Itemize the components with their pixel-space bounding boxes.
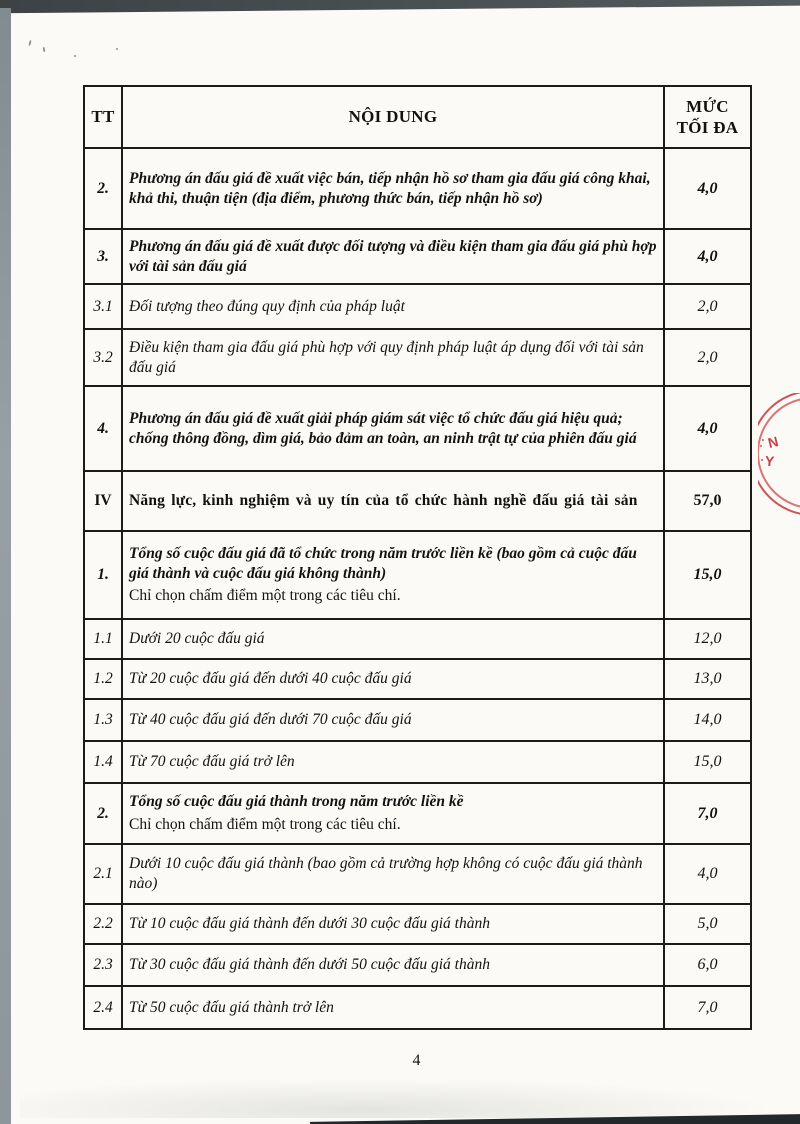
row-number: 2. (84, 783, 122, 844)
header-content: NỘI DUNG (122, 86, 664, 148)
scan-smudge (20, 1078, 780, 1118)
row-content-text: Tổng số cuộc đấu giá đã tổ chức trong năm trước liền kề (bao gồm cả cuộc đấu giá thành và cuộc đấu giá không thành) (129, 544, 637, 582)
table-header-row (84, 86, 751, 148)
scan-edge-left (0, 8, 11, 1124)
row-content (122, 148, 664, 229)
table-row (84, 699, 751, 741)
stamp-letter: N (766, 433, 780, 451)
row-content-text: Tổng số cuộc đấu giá thành trong năm trước liền kề (129, 793, 464, 811)
row-content (122, 944, 664, 986)
row-number: 2.3 (84, 944, 122, 986)
row-number: 3.2 (84, 329, 122, 386)
scan-speck (43, 47, 46, 52)
stamp-ring-icon (758, 397, 800, 509)
row-score: 14,0 (664, 699, 751, 741)
row-score: 4,0 (664, 229, 751, 284)
page-number: 4 (412, 1052, 421, 1069)
table-row (84, 844, 751, 904)
stamp-letter: Y (764, 452, 775, 470)
table-row (84, 986, 751, 1029)
row-content-text: Dưới 10 cuộc đấu giá thành (bao gồm cả trường hợp không có cuộc đấu giá thành nào) (129, 855, 643, 892)
row-number: 3. (84, 229, 122, 284)
row-content-text: Đối tượng theo đúng quy định của pháp luật (129, 297, 405, 315)
row-content-text: Từ 10 cuộc đấu giá thành đến dưới 30 cuộc đấu giá thành (129, 915, 490, 933)
table-row (84, 329, 751, 386)
row-content (122, 531, 664, 619)
scan-speck (116, 48, 118, 50)
row-content-text: Từ 70 cuộc đấu giá trở lên (129, 753, 295, 771)
row-content (122, 741, 664, 783)
row-content (122, 619, 664, 659)
row-score: 7,0 (664, 783, 751, 844)
row-number: 1.4 (84, 741, 122, 783)
row-content-text: Phương án đấu giá đề xuất giải pháp giám sát việc tổ chức đấu giá hiệu quả; chống thông đồng, dìm giá, bảo đảm an toàn, an ninh trật tự của phiên đấu giá (129, 409, 637, 447)
row-score: 7,0 (664, 986, 751, 1029)
table-row (84, 471, 751, 531)
header-score-line2: TỐI ĐA (676, 118, 739, 137)
row-score: 15,0 (664, 531, 751, 619)
row-number: 2.1 (84, 844, 122, 904)
row-content-text: Từ 40 cuộc đấu giá đến dưới 70 cuộc đấu giá (129, 711, 412, 729)
row-score: 13,0 (664, 659, 751, 699)
row-number: 1.2 (84, 659, 122, 699)
row-content-text: Từ 30 cuộc đấu giá thành đến dưới 50 cuộc đấu giá thành (129, 956, 490, 974)
header-score (664, 86, 751, 148)
row-number: 2.4 (84, 986, 122, 1029)
row-content (122, 284, 664, 329)
row-note: Chỉ chọn chấm điểm một trong các tiêu chí. (129, 816, 401, 833)
row-score: 6,0 (664, 944, 751, 986)
row-number: 1.3 (84, 699, 122, 741)
row-number: 2. (84, 148, 122, 229)
red-seal-stamp (758, 393, 800, 517)
criteria-table (83, 85, 752, 1030)
row-content (122, 329, 664, 386)
row-content-text: Từ 20 cuộc đấu giá đến dưới 40 cuộc đấu giá (129, 670, 412, 688)
row-note: Chỉ chọn chấm điểm một trong các tiêu chí. (129, 587, 401, 605)
table-row (84, 741, 751, 783)
row-content (122, 471, 664, 531)
row-content (122, 844, 664, 904)
table-row (84, 619, 751, 659)
row-number: 4. (84, 386, 122, 471)
row-content (122, 386, 664, 471)
scan-speck (74, 55, 76, 57)
table-row (84, 904, 751, 944)
row-score: 5,0 (664, 904, 751, 944)
row-score: 4,0 (664, 386, 751, 471)
table-row (84, 229, 751, 284)
header-score-line1: MỨC (686, 96, 729, 116)
table-row (84, 783, 751, 844)
scan-speck (28, 40, 31, 46)
row-content-text: Dưới 20 cuộc đấu giá (129, 630, 265, 648)
stamp-ring-icon (758, 393, 800, 516)
row-score: 57,0 (664, 471, 751, 531)
row-number: 1. (84, 531, 122, 619)
criteria-table-body (84, 148, 751, 1029)
row-content-text: Điều kiện tham gia đấu giá phù hợp với quy định pháp luật áp dụng đối với tài sản đấu giá (129, 338, 644, 376)
table-row (84, 659, 751, 699)
stamp-dot (761, 459, 763, 461)
row-content (122, 229, 664, 284)
row-score: 15,0 (664, 741, 751, 783)
row-score: 2,0 (664, 284, 751, 329)
row-score: 2,0 (664, 329, 751, 386)
header-tt: TT (84, 86, 122, 148)
scan-edge-top (0, 0, 800, 14)
row-number: 3.1 (84, 284, 122, 329)
row-number: 2.2 (84, 904, 122, 944)
row-content-text: Phương án đấu giá đề xuất được đối tượng và điều kiện tham gia đấu giá phù hợp với tài sản đấu giá (129, 237, 657, 275)
row-number: IV (84, 471, 122, 531)
row-score: 12,0 (664, 619, 751, 659)
table-row (84, 284, 751, 329)
row-content (122, 783, 664, 844)
row-content (122, 986, 664, 1029)
row-content-text: Năng lực, kinh nghiệm và uy tín của tổ chức hành nghề đấu giá tài sản (129, 492, 638, 510)
stamp-dot (762, 439, 764, 441)
row-content-text: Từ 50 cuộc đấu giá thành trở lên (129, 998, 334, 1016)
table-row (84, 531, 751, 619)
row-content (122, 659, 664, 699)
stamp-dot (760, 445, 762, 447)
table-row (84, 148, 751, 229)
row-score: 4,0 (664, 148, 751, 229)
table-row (84, 944, 751, 986)
table-row (84, 386, 751, 471)
row-content (122, 904, 664, 944)
row-content-text: Phương án đấu giá đề xuất việc bán, tiếp nhận hồ sơ tham gia đấu giá công khai, khả thi, thuận tiện (địa điểm, phương thức bán, tiếp nhận hồ sơ) (129, 169, 651, 207)
row-number: 1.1 (84, 619, 122, 659)
row-score: 4,0 (664, 844, 751, 904)
row-content (122, 699, 664, 741)
